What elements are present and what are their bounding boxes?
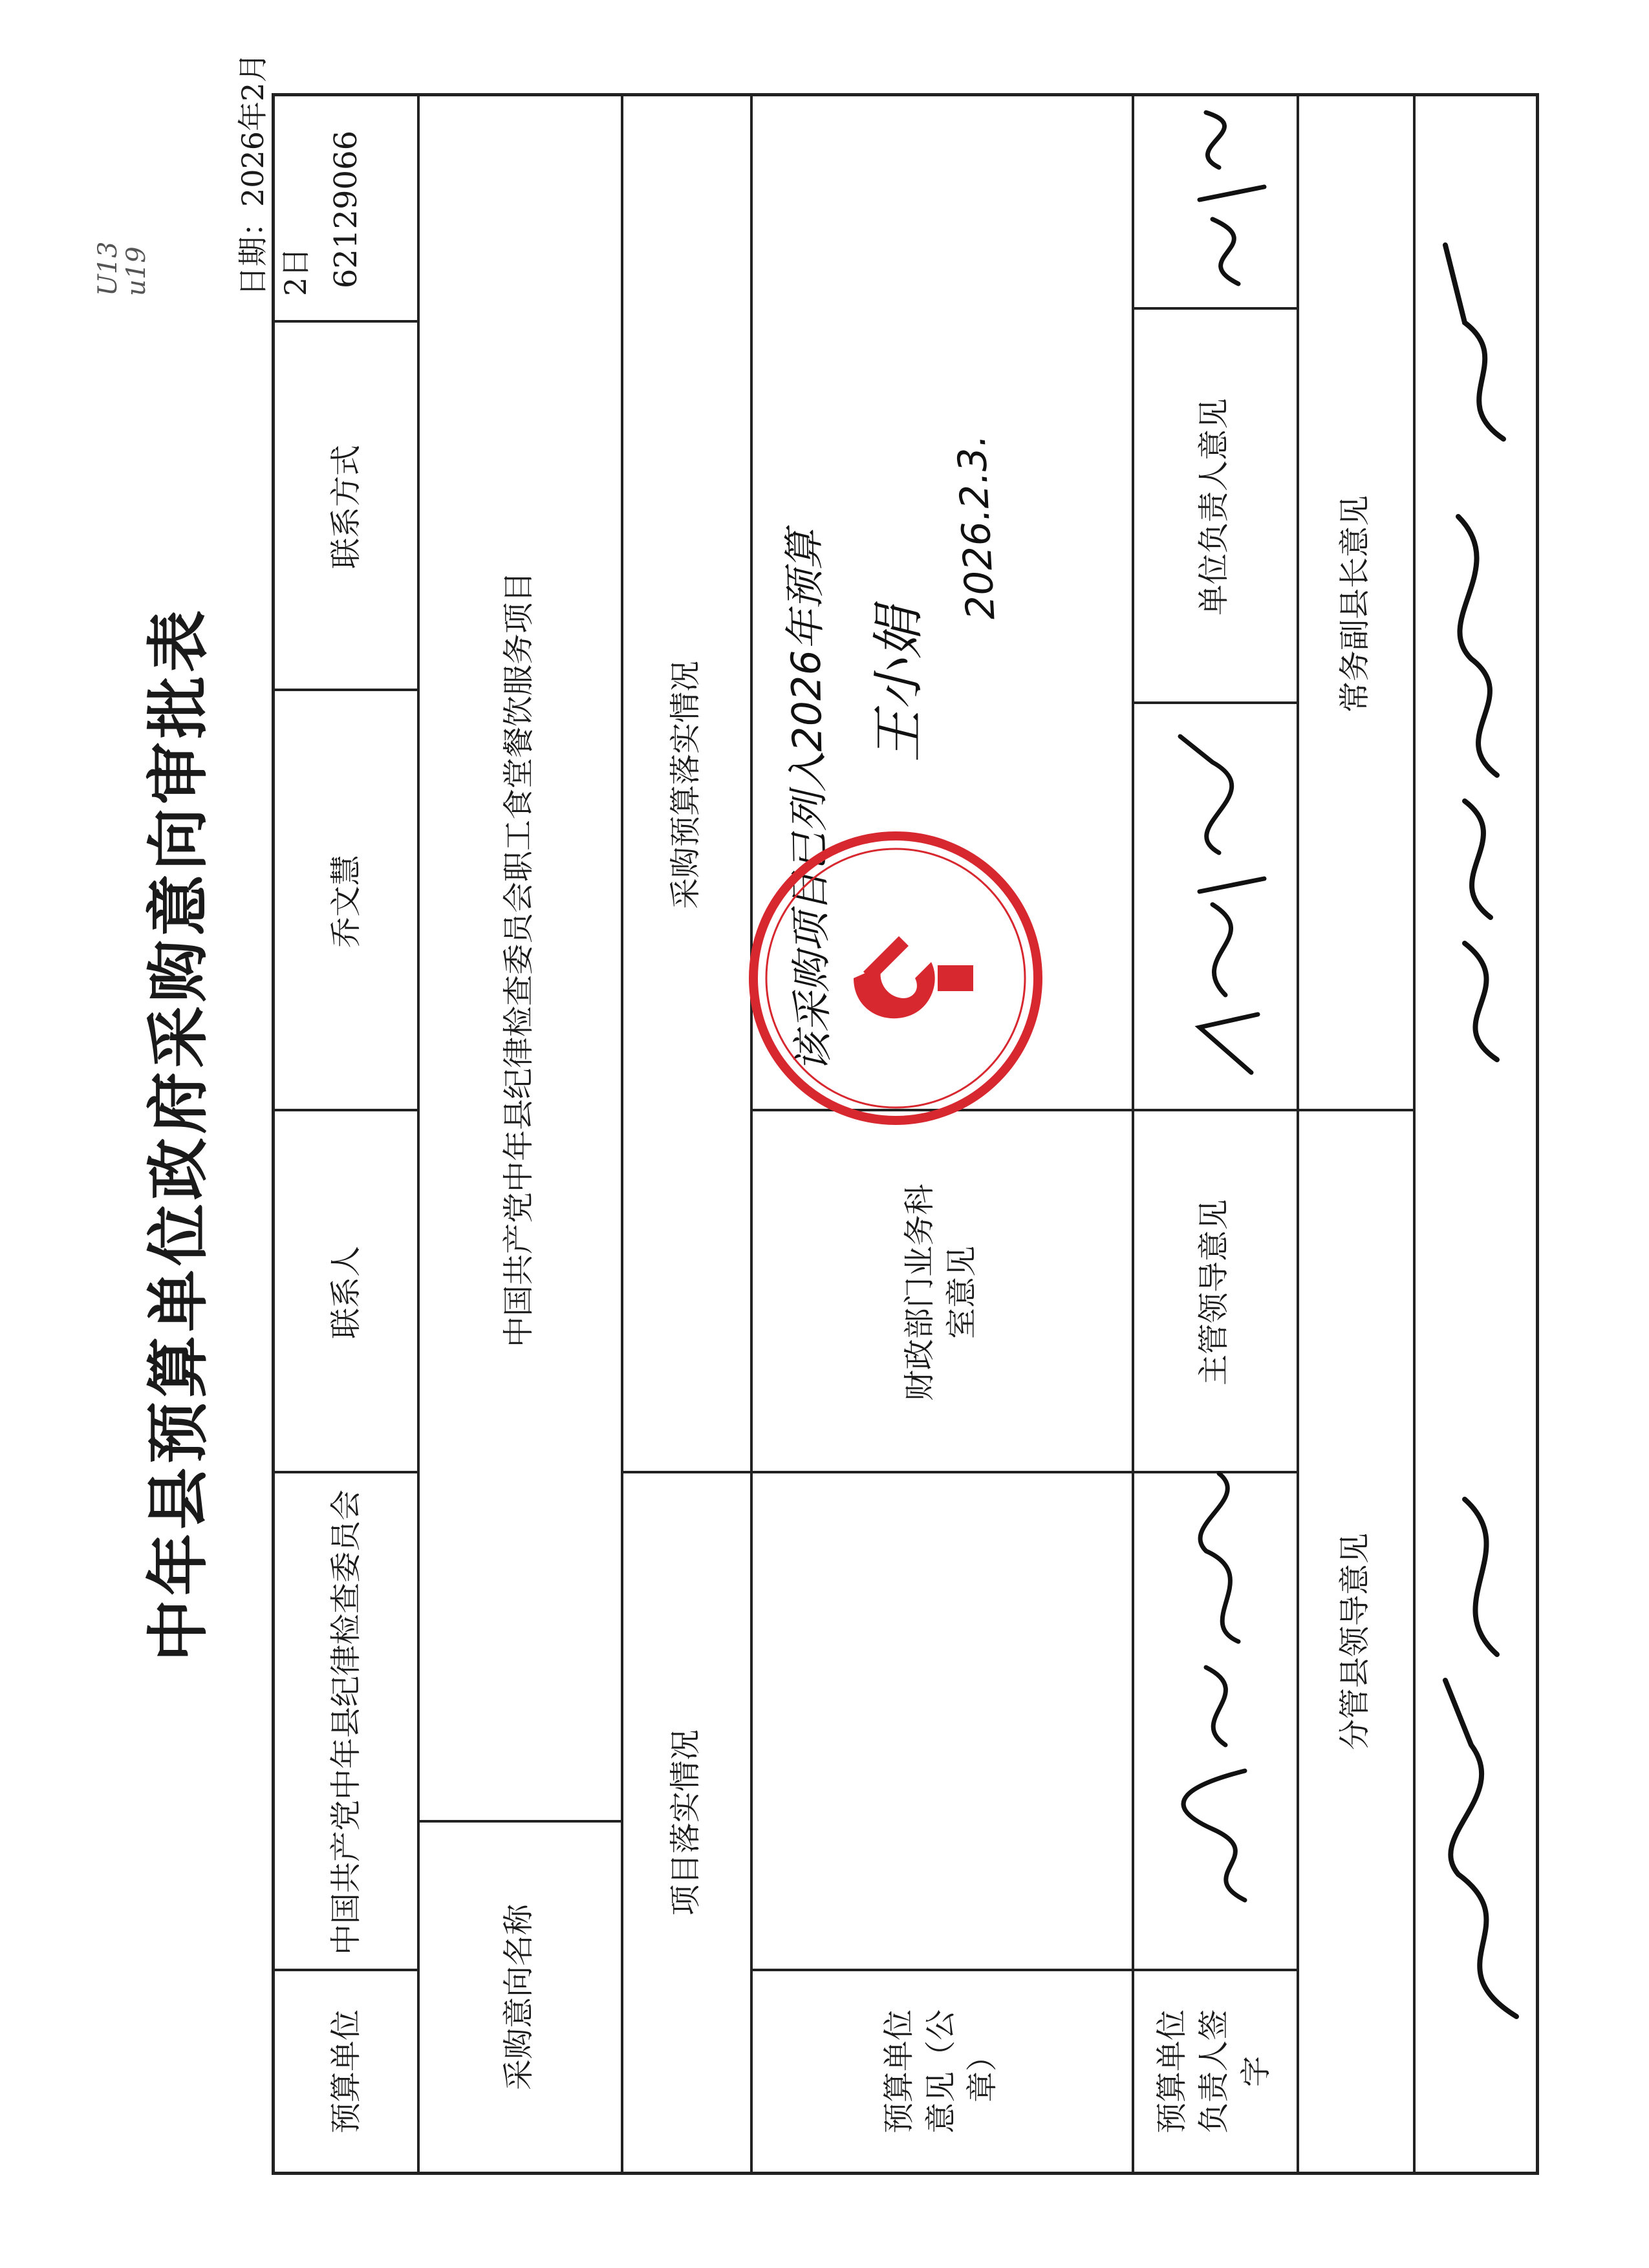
purchase-intent-label: 采购意向名称	[501, 1904, 537, 2091]
contact-person-value: 乔文慧	[327, 855, 364, 948]
unit-leader-signature	[1161, 103, 1290, 297]
finance-opinion-label: 财政部门业务科室意见	[901, 1184, 980, 1402]
project-status-label: 项目落实情况	[667, 1729, 704, 1916]
budget-status-label: 采购预算落实情况	[667, 661, 704, 910]
unit-opinion-label: 预算单位意见（公章）	[880, 2009, 1001, 2134]
supervisor-signature	[1161, 723, 1290, 1086]
contact-method-value: 62129066	[327, 130, 364, 289]
county-leader-opinion-label: 分管县领导意见	[1336, 1533, 1373, 1751]
form-date: 日期：2026年2月2日	[235, 52, 313, 296]
form-table	[272, 93, 1539, 2175]
county-leader-signature	[1419, 1137, 1536, 2042]
official-red-seal	[744, 826, 1048, 1130]
unit-head-signature	[1167, 1460, 1284, 1913]
corner-handwritten-note: U13 u19	[93, 241, 151, 296]
contact-method-label: 联系方式	[327, 445, 364, 570]
budget-unit-label: 预算单位	[327, 2009, 364, 2134]
contact-person-label: 联系人	[327, 1246, 364, 1340]
budget-status-handwritten-date: 2026.2.3.	[949, 434, 1004, 621]
budget-status-handwritten-signer: 王小娟	[868, 607, 929, 762]
budget-unit-value: 中国共产党中年县纪律检查委员会	[327, 1490, 364, 1956]
budget-status-handwritten-note: 该采购项目已列入2026年预算	[780, 529, 837, 1073]
unit-leader-opinion-label: 单位负责人意见	[1196, 398, 1233, 616]
vice-county-mayor-signature	[1419, 116, 1536, 1086]
form-title: 中年县预算单位政府采购意向审批表	[142, 606, 215, 1662]
purchase-intent-value: 中国共产党中年县纪律检查委员会职工食堂餐饮服务项目	[501, 572, 537, 1348]
unit-head-sign-label: 预算单位负责人签字	[1154, 2009, 1274, 2134]
supervisor-opinion-label: 主管领导意见	[1196, 1199, 1233, 1386]
vice-county-mayor-opinion-label: 常务副县长意见	[1336, 495, 1373, 713]
